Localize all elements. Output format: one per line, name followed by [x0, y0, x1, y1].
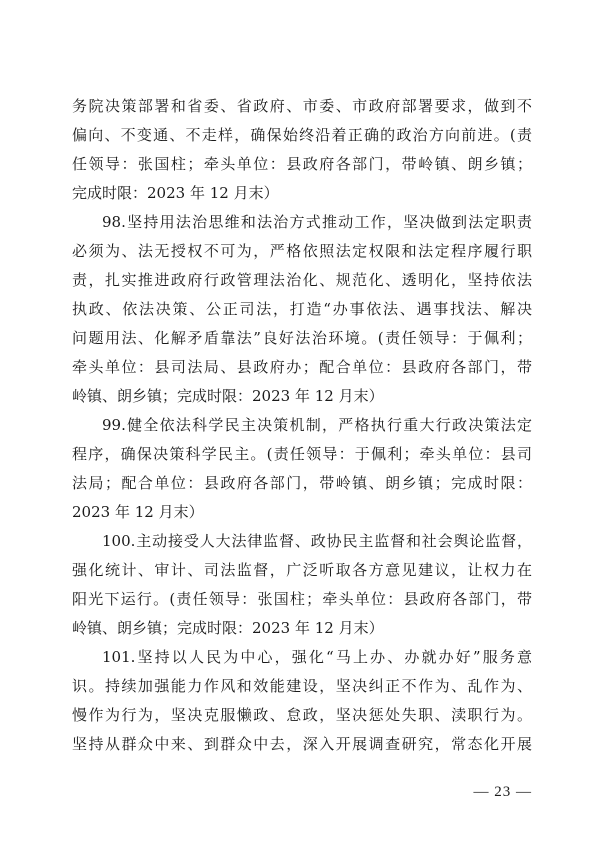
page-number: — 23 —	[473, 784, 532, 800]
text-line: 责，扎实推进政府行政管理法治化、规范化、透明化，坚持依法	[72, 271, 532, 289]
text-line: 任领导：张国柱；牵头单位：县政府各部门，带岭镇、朗乡镇；	[72, 155, 532, 173]
text-line: 坚持从群众中来、到群众中去，深入开展调查研究，常态化开展	[72, 735, 532, 753]
text-line: 岭镇、朗乡镇；完成时限：2023 年 12 月末）	[72, 619, 384, 637]
text-line: 问题用法、化解矛盾靠法”良好法治环境。(责任领导：于佩利；	[72, 329, 532, 347]
item-101-first-line: 101.坚持以人民为中心，强化“马上办、办就办好”服务意	[102, 648, 532, 666]
text-line: 牵头单位：县司法局、县政府办；配合单位：县政府各部门，带	[72, 358, 532, 376]
text-line: 阳光下运行。(责任领导：张国柱；牵头单位：县政府各部门，带	[72, 590, 532, 608]
text-line: 2023 年 12 月末）	[72, 503, 204, 521]
text-line: 法局；配合单位：县政府各部门，带岭镇、朗乡镇；完成时限：	[72, 474, 532, 492]
item-98-first-line: 98.坚持用法治思维和法治方式推动工作，坚决做到法定职责	[102, 213, 532, 231]
text-line: 务院决策部署和省委、省政府、市委、市政府部署要求，做到不	[72, 97, 532, 115]
text-line: 识。持续加强能力作风和效能建设，坚决纠正不作为、乱作为、	[72, 677, 532, 695]
text-line: 岭镇、朗乡镇；完成时限：2023 年 12 月末）	[72, 387, 384, 405]
body-text	[72, 92, 532, 759]
item-99-first-line: 99.健全依法科学民主决策机制，严格执行重大行政决策法定	[102, 416, 532, 434]
text-line: 程序，确保决策科学民主。(责任领导：于佩利；牵头单位：县司	[72, 445, 532, 463]
text-line: 慢作为行为，坚决克服懒政、怠政，坚决惩处失职、渎职行为。	[72, 706, 532, 724]
text-line: 强化统计、审计、司法监督，广泛听取各方意见建议，让权力在	[72, 561, 532, 579]
text-line: 执政、依法决策、公正司法，打造“办事依法、遇事找法、解决	[72, 300, 532, 318]
text-line: 偏向、不变通、不走样，确保始终沿着正确的政治方向前进。(责	[72, 126, 532, 144]
item-100-first-line: 100.主动接受人大法律监督、政协民主监督和社会舆论监督，	[102, 532, 532, 550]
text-line: 必须为、法无授权不可为，严格依照法定权限和法定程序履行职	[72, 242, 532, 260]
text-line: 完成时限：2023 年 12 月末）	[72, 184, 279, 202]
